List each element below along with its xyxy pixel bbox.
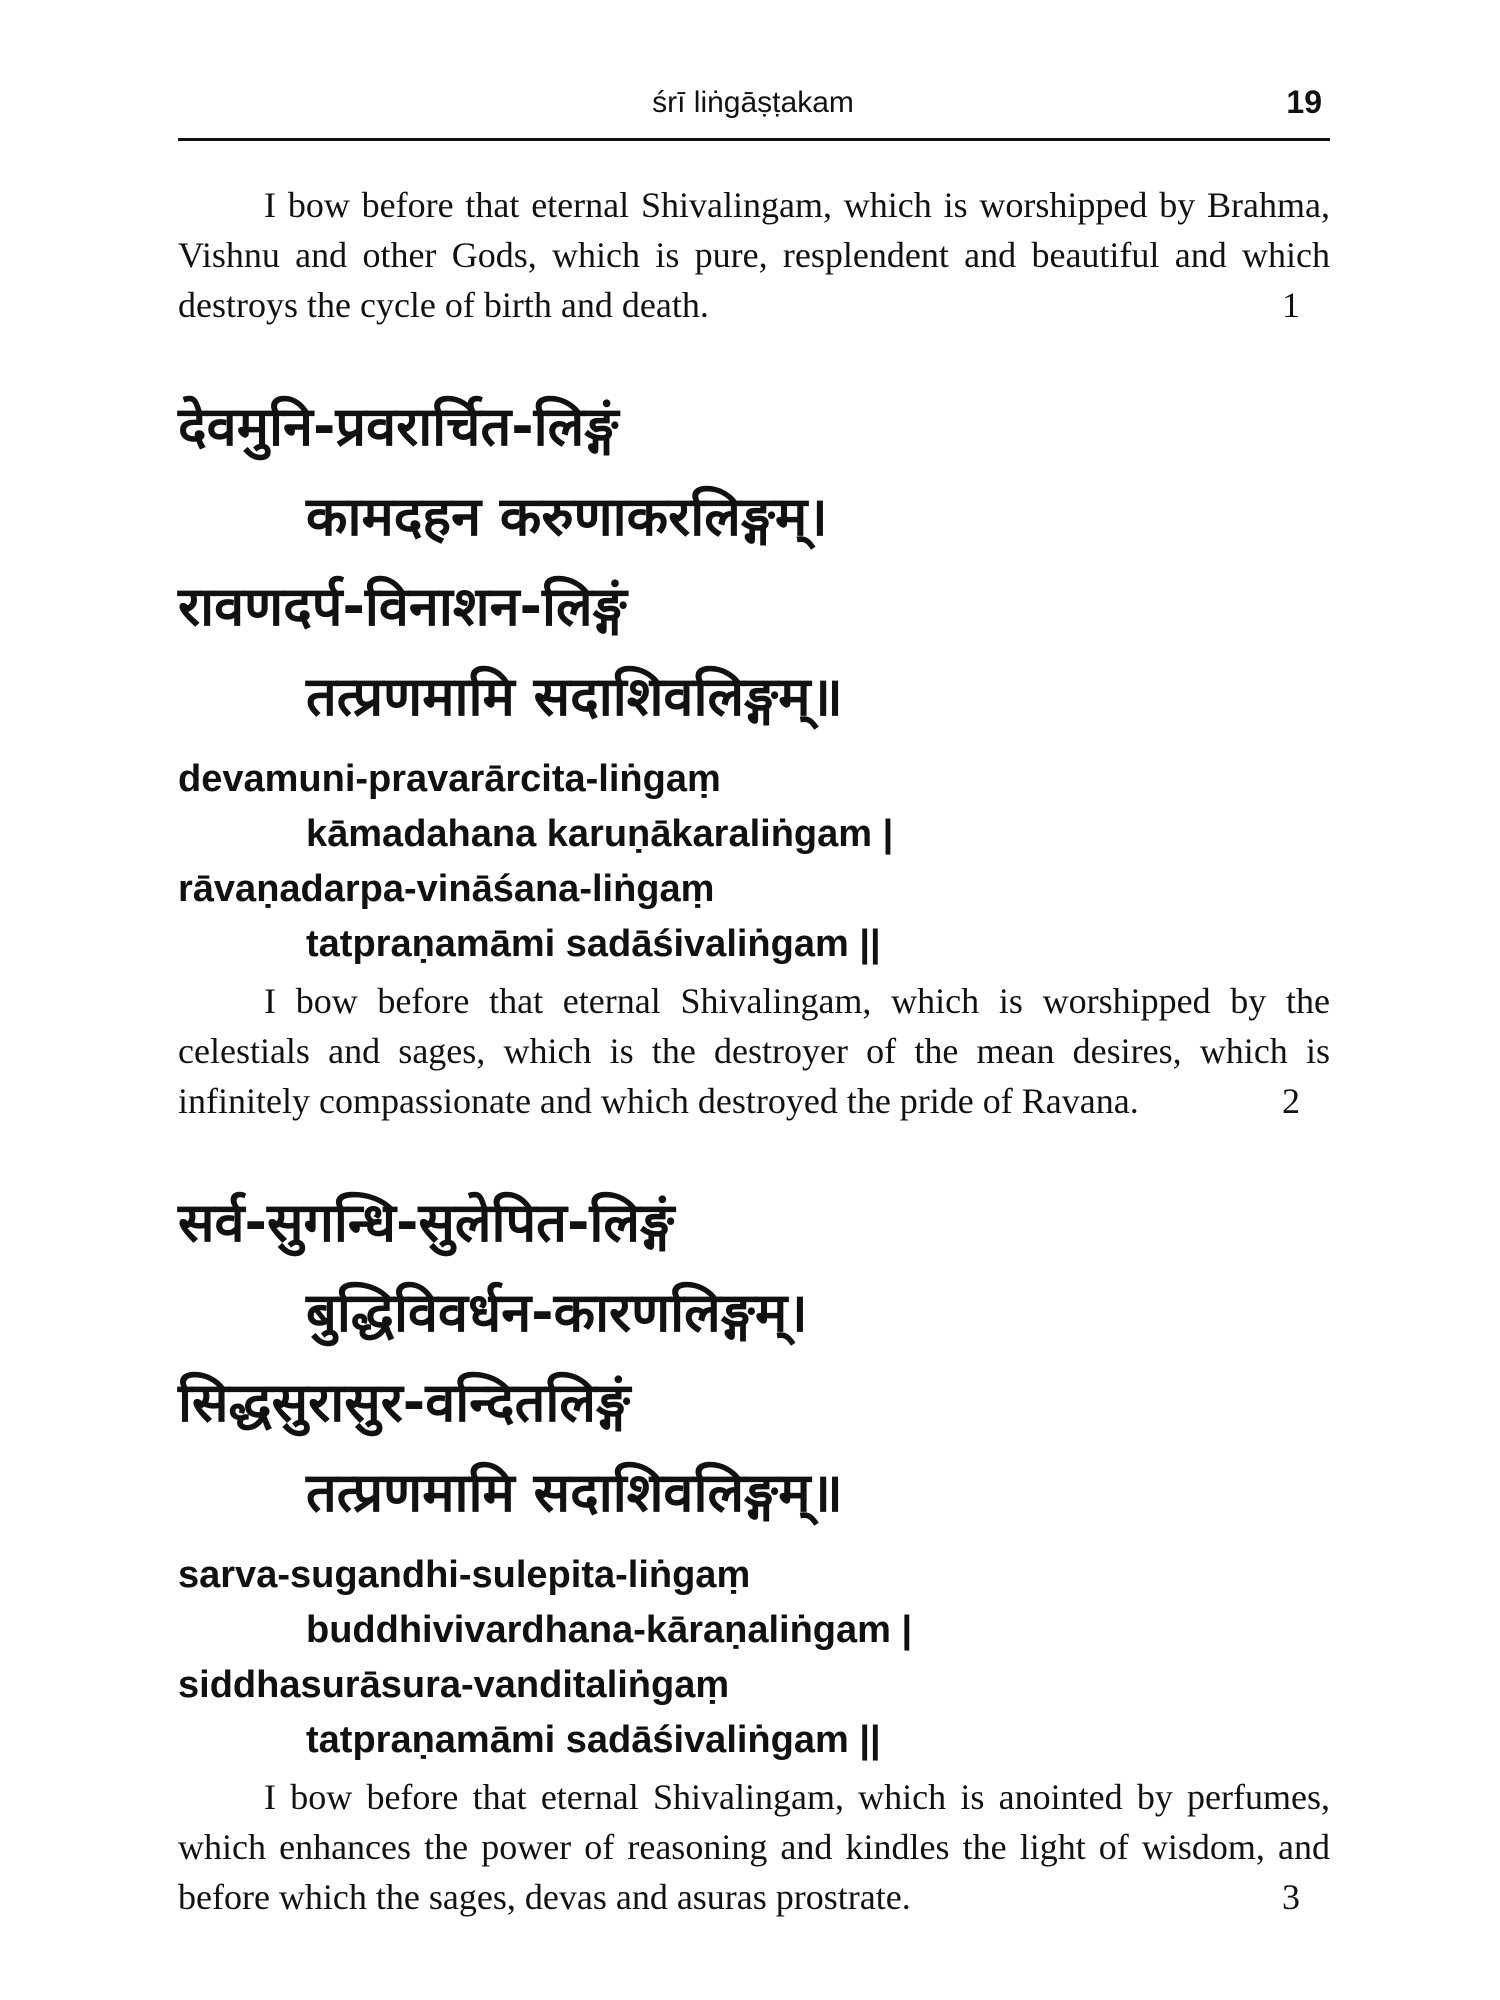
page-content xyxy=(178,180,1330,1922)
devanagari-line: कामदहन करुणाकरलिङ्गम्। xyxy=(306,485,828,548)
page-number: 19 xyxy=(1286,84,1322,120)
translation-verse-2 xyxy=(178,976,1330,1126)
transliteration-line: siddhasurāsura-vanditaliṅgaṃ xyxy=(178,1664,730,1706)
devanagari-verse-3 xyxy=(178,1178,1330,1538)
transliteration-verse-3 xyxy=(178,1548,1330,1768)
running-title: śrī liṅgāṣṭakam xyxy=(652,86,854,119)
transliteration-line: buddhivivardhana-kāraṇaliṅgam | xyxy=(306,1609,913,1651)
transliteration-line: devamuni-pravarārcita-liṅgaṃ xyxy=(178,758,721,800)
devanagari-line: रावणदर्प-विनाशन-लिङ्गं xyxy=(178,575,627,638)
translation-verse-3 xyxy=(178,1772,1330,1922)
translation-text: I bow before that eternal Shivalingam, which is anointed by perfumes, which enhances the power of reasoning and kindles the light of wisdom, and before which the sages, devas and asuras prostrate. xyxy=(178,1777,1330,1917)
devanagari-verse-2 xyxy=(178,382,1330,742)
translation-verse-1 xyxy=(178,180,1330,330)
page-header xyxy=(178,78,1328,138)
transliteration-line: kāmadahana karuṇākaraliṅgam | xyxy=(306,813,894,855)
transliteration-line: rāvaṇadarpa-vināśana-liṅgaṃ xyxy=(178,868,715,910)
translation-text: I bow before that eternal Shivalingam, which is worshipped by the celestials and sages, which is the destroyer of the mean desires, which is infinitely compassionate and which destroyed the pride of Ravana. xyxy=(178,981,1330,1121)
devanagari-line: तत्प्रणमामि सदाशिवलिङ्गम्॥ xyxy=(306,665,843,728)
devanagari-line: देवमुनि-प्रवरार्चित-लिङ्गं xyxy=(178,395,619,458)
transliteration-verse-2 xyxy=(178,752,1330,972)
verse-number: 1 xyxy=(1282,285,1300,325)
transliteration-line: tatpraṇamāmi sadāśivaliṅgam || xyxy=(306,923,881,965)
transliteration-line: sarva-sugandhi-sulepita-liṅgaṃ xyxy=(178,1554,751,1596)
header-rule xyxy=(178,138,1330,141)
transliteration-line: tatpraṇamāmi sadāśivaliṅgam || xyxy=(306,1719,881,1761)
devanagari-line: सिद्धसुरासुर-वन्दितलिङ्गं xyxy=(178,1371,631,1434)
translation-text: I bow before that eternal Shivalingam, which is worshipped by Brahma, Vishnu and other Gods, which is pure, resplendent and beautiful and which destroys the cycle of birth and death. xyxy=(178,185,1330,325)
devanagari-line: बुद्धिविवर्धन-कारणलिङ्गम्। xyxy=(306,1281,808,1344)
verse-number: 2 xyxy=(1282,1081,1300,1121)
devanagari-line: तत्प्रणमामि सदाशिवलिङ्गम्॥ xyxy=(306,1461,843,1524)
verse-number: 3 xyxy=(1282,1877,1300,1917)
devanagari-line: सर्व-सुगन्धि-सुलेपित-लिङ्गं xyxy=(178,1191,675,1254)
